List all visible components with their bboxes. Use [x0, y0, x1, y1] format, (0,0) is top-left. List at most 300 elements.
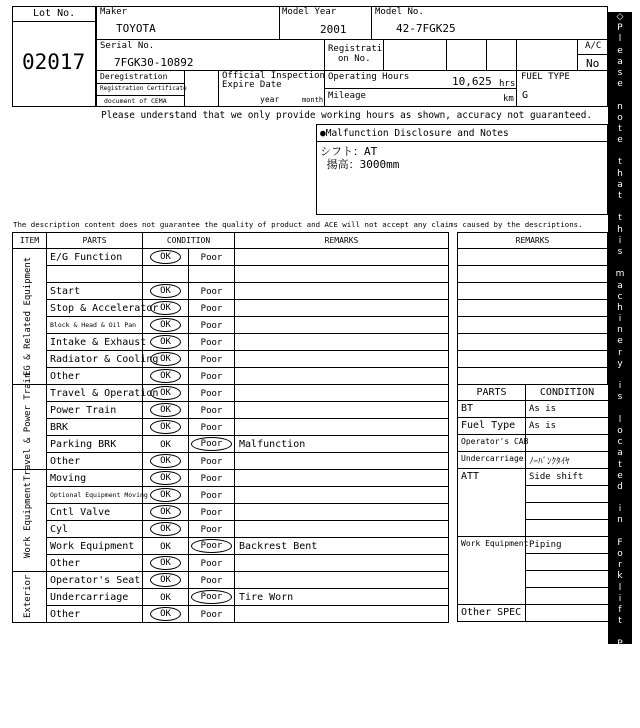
sidebar-char: k — [617, 672, 623, 683]
sidebar-char: d — [617, 481, 623, 492]
sidebar-char: n — [617, 515, 623, 526]
condition-poor-cell — [189, 487, 235, 504]
spec-condition-blank — [526, 503, 609, 520]
condition-poor: Poor — [200, 320, 223, 331]
sidebar-char: l — [618, 414, 622, 425]
table-row — [13, 606, 449, 623]
spec-row — [458, 452, 609, 469]
condition-poor: Poor — [200, 303, 223, 314]
condition-ok-cell — [143, 368, 189, 385]
condition-poor-cell — [189, 368, 235, 385]
condition-poor-cell — [189, 589, 235, 606]
sidebar-char: r — [618, 347, 622, 358]
remark-cell — [235, 606, 449, 623]
condition-poor-cell — [189, 249, 235, 266]
sidebar-char — [619, 90, 622, 101]
side-remarks-row — [458, 300, 608, 317]
condition-poor-cell — [189, 300, 235, 317]
malfunction-line-2: 揚高：3000mm — [320, 158, 400, 171]
condition-poor: Poor — [200, 354, 223, 365]
sidebar-char: a — [617, 649, 623, 660]
condition-ok: OK — [150, 573, 181, 587]
spec-condition: As is — [526, 418, 609, 435]
condition-ok-cell — [143, 334, 189, 351]
condition-ok: OK — [150, 420, 181, 434]
condition-poor: Poor — [200, 252, 223, 263]
condition-poor: Poor — [200, 286, 223, 297]
part-name: Operator's Seat — [47, 572, 143, 589]
table-row — [13, 504, 449, 521]
condition-ok: OK — [150, 522, 181, 536]
condition-poor-cell — [189, 572, 235, 589]
condition-ok: OK — [160, 439, 171, 450]
remark-cell — [235, 368, 449, 385]
sidebar-char: l — [618, 582, 622, 593]
serial-value: 7FGK30-10892 — [114, 56, 194, 69]
table-row — [13, 351, 449, 368]
condition-ok-cell — [143, 538, 189, 555]
spec-part: BT — [458, 401, 526, 418]
operating-hours-label: Operating Hours — [328, 72, 410, 82]
spec-row — [458, 469, 609, 486]
item-group-label: EG & Related Equipment — [23, 256, 34, 376]
condition-ok: OK — [150, 403, 181, 417]
operating-hours-value: 10,625 — [452, 75, 492, 88]
deregistration-line-2: Registration Certificate — [100, 85, 187, 92]
sidebar-char: c — [617, 291, 623, 302]
condition-poor: Poor — [200, 405, 223, 416]
inspection-table — [12, 232, 449, 623]
condition-ok-cell — [143, 521, 189, 538]
sidebar-char: i — [618, 683, 622, 694]
table-row — [13, 249, 449, 266]
item-group-cell — [13, 249, 47, 385]
sidebar-char — [619, 627, 622, 638]
sidebar-char: n — [617, 694, 623, 705]
condition-ok-cell — [143, 589, 189, 606]
serial-label: Serial No. — [100, 41, 155, 51]
model-year-label: Model Year — [282, 7, 337, 17]
registration-label-2: on No. — [338, 54, 371, 64]
table-row — [13, 555, 449, 572]
part-name: Cyl — [47, 521, 143, 538]
ac-value: No — [586, 57, 600, 70]
sidebar-char: n — [617, 101, 623, 112]
condition-ok-cell — [143, 606, 189, 623]
fuel-type-label: FUEL TYPE — [521, 72, 570, 82]
condition-poor: Poor — [200, 507, 223, 518]
table-row — [13, 419, 449, 436]
side-remarks-cell — [458, 368, 608, 385]
condition-poor: Poor — [200, 388, 223, 399]
spec-condition-blank — [526, 520, 609, 537]
condition-poor: Poor — [200, 456, 223, 467]
header-parts: PARTS — [47, 233, 143, 249]
side-remarks-header: REMARKS — [458, 233, 608, 249]
side-remarks-cell — [458, 334, 608, 351]
condition-ok-cell — [143, 317, 189, 334]
sidebar-char: o — [617, 112, 623, 123]
condition-ok-cell — [143, 283, 189, 300]
sidebar-char: s — [617, 246, 623, 257]
part-name: E/G Function — [47, 249, 143, 266]
spec-part: Undercarriage — [458, 452, 526, 469]
remark-cell: Tire Worn — [235, 589, 449, 606]
spec-condition-blank — [526, 486, 609, 503]
condition-ok: OK — [150, 454, 181, 468]
sidebar-char: i — [618, 593, 622, 604]
part-name — [47, 266, 143, 283]
header-item: ITEM — [13, 233, 47, 249]
table-row — [13, 402, 449, 419]
condition-poor-cell — [189, 504, 235, 521]
sidebar-char: i — [618, 504, 622, 515]
condition-poor-cell — [189, 555, 235, 572]
table-row — [13, 538, 449, 555]
sidebar-char: t — [618, 616, 622, 627]
spec-part: Fuel Type — [458, 418, 526, 435]
table-row — [13, 470, 449, 487]
inspection-month: month — [302, 96, 324, 104]
malfunction-title: ●Malfunction Disclosure and Notes — [320, 128, 509, 139]
part-name: Radiator & Cooling — [47, 351, 143, 368]
side-remarks-cell — [458, 266, 608, 283]
model-no-label: Model No. — [375, 7, 424, 17]
condition-ok: OK — [150, 607, 181, 621]
sidebar-char: s — [617, 392, 623, 403]
spec-condition-blank — [526, 588, 609, 605]
spec-condition: As is — [526, 401, 609, 418]
item-group-label: Travel & Power Train — [23, 372, 34, 481]
condition-ok: OK — [150, 335, 181, 349]
side-remarks-cell — [458, 300, 608, 317]
sidebar-char: k — [617, 571, 623, 582]
sidebar-char: g — [617, 705, 623, 716]
side-remarks-cell — [458, 317, 608, 334]
part-name: Other — [47, 368, 143, 385]
condition-poor: Poor — [191, 590, 233, 604]
malfunction-line-1: シフト：AT — [320, 145, 378, 158]
table-row — [13, 436, 449, 453]
table-row — [13, 317, 449, 334]
remark-cell — [235, 266, 449, 283]
sidebar-char: F — [617, 537, 623, 548]
condition-poor-cell — [189, 453, 235, 470]
maker-label: Maker — [100, 7, 128, 17]
spec-row — [458, 418, 609, 435]
condition-poor-cell — [189, 606, 235, 623]
sidebar-char — [619, 493, 622, 504]
sidebar-char: a — [617, 56, 623, 67]
sidebar-char: a — [617, 179, 623, 190]
condition-poor-cell — [189, 470, 235, 487]
condition-ok: OK — [150, 386, 181, 400]
condition-ok-cell — [143, 453, 189, 470]
condition-poor: Poor — [200, 524, 223, 535]
sidebar-char: t — [618, 459, 622, 470]
condition-poor: Poor — [200, 337, 223, 348]
side-remarks-cell — [458, 283, 608, 300]
sidebar-char: t — [618, 157, 622, 168]
spec-condition: ﾉｰﾊﾞﾝｸﾀｲﾔ — [526, 452, 609, 469]
condition-poor-cell — [189, 538, 235, 555]
lot-number: 02017 — [22, 50, 86, 74]
sidebar-char: i — [618, 314, 622, 325]
side-remarks-row — [458, 351, 608, 368]
sidebar-char — [619, 370, 622, 381]
part-name: Work Equipment — [47, 538, 143, 555]
table-row — [13, 334, 449, 351]
sidebar-char: m — [615, 269, 625, 280]
spec-header-condition: CONDITION — [526, 385, 609, 401]
sidebar-char: r — [618, 560, 622, 571]
table-row — [13, 283, 449, 300]
condition-ok-cell — [143, 436, 189, 453]
condition-poor: Poor — [200, 473, 223, 484]
sidebar-char — [619, 404, 622, 415]
remark-cell — [235, 249, 449, 266]
remark-cell — [235, 487, 449, 504]
maker-value: TOYOTA — [116, 22, 156, 35]
remark-cell — [235, 470, 449, 487]
remark-cell: Backrest Bent — [235, 538, 449, 555]
remark-cell — [235, 402, 449, 419]
inspection-label-1: Official Inspection — [222, 71, 325, 81]
part-name: Power Train — [47, 402, 143, 419]
condition-ok: OK — [150, 556, 181, 570]
sidebar-char: e — [617, 45, 623, 56]
sidebar-char: ◇ — [616, 12, 624, 22]
side-remarks-row — [458, 317, 608, 334]
sidebar-char: c — [617, 437, 623, 448]
sidebar-char: a — [617, 448, 623, 459]
remark-cell — [235, 419, 449, 436]
remark-cell — [235, 300, 449, 317]
condition-ok-cell — [143, 555, 189, 572]
table-row — [13, 487, 449, 504]
part-name: Intake & Exhaust — [47, 334, 143, 351]
sidebar-char: e — [617, 336, 623, 347]
condition-ok: OK — [160, 541, 171, 552]
part-name: Other — [47, 606, 143, 623]
item-group-cell — [13, 572, 47, 623]
sidebar-char: t — [618, 213, 622, 224]
condition-poor-cell — [189, 419, 235, 436]
lot-label: Lot No. — [33, 8, 76, 19]
remark-cell — [235, 334, 449, 351]
condition-ok-cell — [143, 419, 189, 436]
sidebar-char: e — [617, 135, 623, 146]
remark-cell — [235, 453, 449, 470]
condition-ok: OK — [150, 301, 181, 315]
sidebar-char — [619, 258, 622, 269]
condition-poor: Poor — [200, 609, 223, 620]
part-name: Moving — [47, 470, 143, 487]
side-remarks-row — [458, 368, 608, 385]
table-row — [13, 368, 449, 385]
sidebar-char: r — [618, 660, 622, 671]
remark-cell: Malfunction — [235, 436, 449, 453]
sidebar-char: f — [618, 604, 622, 615]
spec-part: ATT — [458, 469, 526, 537]
spec-condition: Piping — [526, 537, 609, 554]
item-group-cell — [13, 372, 47, 481]
model-no-value: 42-7FGK25 — [396, 22, 456, 35]
condition-poor-cell — [189, 521, 235, 538]
condition-ok: OK — [150, 488, 181, 502]
part-name: Start — [47, 283, 143, 300]
deregistration-label: Deregistration — [100, 72, 168, 81]
side-remarks-row — [458, 249, 608, 266]
sidebar-char: e — [617, 470, 623, 481]
sidebar-char: e — [617, 79, 623, 90]
part-name: Cntl Valve — [47, 504, 143, 521]
condition-ok: OK — [150, 284, 181, 298]
fuel-type-value: G — [522, 90, 529, 101]
sidebar-char: i — [618, 235, 622, 246]
spec-part: Work Equipment — [458, 537, 526, 605]
condition-poor: Poor — [200, 422, 223, 433]
table-row — [13, 300, 449, 317]
condition-poor: Poor — [200, 490, 223, 501]
condition-poor-cell — [189, 436, 235, 453]
deregistration-line-3: document of CEMA — [104, 97, 167, 105]
spec-row — [458, 401, 609, 418]
sidebar-char: h — [617, 224, 623, 235]
condition-poor-cell — [189, 283, 235, 300]
condition-ok-cell — [143, 470, 189, 487]
condition-ok: OK — [150, 369, 181, 383]
condition-poor-cell — [189, 351, 235, 368]
table-row — [13, 572, 449, 589]
sidebar-char: o — [617, 549, 623, 559]
spec-condition: Side shift — [526, 469, 609, 486]
table-row — [13, 385, 449, 402]
remark-cell — [235, 521, 449, 538]
remark-cell — [235, 385, 449, 402]
operating-hours-unit: hrs — [499, 79, 516, 89]
inspection-label-2: Expire Date — [222, 80, 282, 90]
condition-ok: OK — [150, 471, 181, 485]
header-condition: CONDITION — [143, 233, 235, 249]
item-group-label: Work Equipment — [23, 482, 34, 558]
condition-poor-cell — [189, 266, 235, 283]
part-name: Optional Equipment Moving — [47, 487, 143, 504]
sidebar-char: t — [618, 123, 622, 134]
remark-cell — [235, 317, 449, 334]
condition-poor-cell — [189, 317, 235, 334]
spec-row — [458, 537, 609, 554]
sidebar-char: ◇ — [616, 716, 624, 727]
notice-text: Please understand that we only provide working hours as shown, accuracy not guaranteed. — [101, 110, 593, 121]
side-remarks-row — [458, 283, 608, 300]
spec-condition-blank — [526, 554, 609, 571]
condition-ok: OK — [150, 352, 181, 366]
condition-poor: Poor — [191, 437, 233, 451]
remark-cell — [235, 351, 449, 368]
table-row — [13, 453, 449, 470]
condition-ok-cell — [143, 266, 189, 283]
remark-cell — [235, 572, 449, 589]
condition-ok: OK — [150, 250, 181, 264]
condition-poor-cell — [189, 402, 235, 419]
condition-poor-cell — [189, 334, 235, 351]
condition-ok-cell — [143, 504, 189, 521]
condition-ok-cell — [143, 487, 189, 504]
part-name: Other — [47, 555, 143, 572]
sidebar-char: h — [617, 302, 623, 313]
condition-ok-cell — [143, 249, 189, 266]
ac-label: A/C — [585, 41, 602, 51]
mileage-unit: km — [503, 94, 514, 104]
spec-table — [457, 384, 609, 622]
condition-ok-cell — [143, 572, 189, 589]
table-row — [13, 589, 449, 606]
item-group-label: Exterior — [23, 574, 34, 619]
location-notice-sidebar — [608, 12, 632, 727]
part-name: Travel & Operation — [47, 385, 143, 402]
part-name: Undercarriage — [47, 589, 143, 606]
side-remarks-table — [457, 232, 608, 385]
sidebar-char: h — [617, 168, 623, 179]
sidebar-char: t — [618, 191, 622, 201]
part-name: Other — [47, 453, 143, 470]
part-name: Parking BRK — [47, 436, 143, 453]
side-remarks-cell — [458, 351, 608, 368]
item-group-cell — [13, 470, 47, 572]
registration-label-1: Registrati — [328, 44, 383, 54]
sidebar-char — [619, 146, 622, 157]
spec-row — [458, 435, 609, 452]
side-remarks-row — [458, 334, 608, 351]
remark-cell — [235, 504, 449, 521]
mileage-label: Mileage — [328, 91, 366, 101]
sidebar-char: l — [618, 34, 622, 45]
table-row — [13, 266, 449, 283]
side-remarks-cell — [458, 249, 608, 266]
condition-ok: OK — [150, 505, 181, 519]
condition-ok-cell — [143, 385, 189, 402]
condition-ok-cell — [143, 402, 189, 419]
condition-ok: OK — [150, 318, 181, 332]
inspection-table-header — [13, 233, 449, 249]
sidebar-char: P — [617, 638, 623, 649]
inspection-year: year — [260, 95, 280, 104]
table-row — [13, 521, 449, 538]
condition-ok-cell — [143, 300, 189, 317]
sidebar-char — [619, 527, 622, 538]
condition-poor: Poor — [200, 558, 223, 569]
part-name: BRK — [47, 419, 143, 436]
remark-cell — [235, 555, 449, 572]
condition-poor: Poor — [200, 575, 223, 586]
sidebar-char: o — [617, 425, 623, 436]
condition-ok: OK — [160, 592, 171, 603]
sidebar-char: n — [617, 325, 623, 336]
spec-condition — [526, 435, 609, 452]
sidebar-char: i — [618, 381, 622, 392]
condition-poor: Poor — [200, 371, 223, 382]
disclaimer-text: The description content does not guarantee the quality of product and ACE will not accept any claims caused by the descriptions. — [13, 220, 583, 229]
spec-part: Other SPEC — [458, 605, 526, 622]
condition-ok-cell — [143, 351, 189, 368]
spec-condition — [526, 605, 609, 622]
spec-row — [458, 605, 609, 622]
condition-poor: Poor — [191, 539, 233, 553]
condition-poor-cell — [189, 385, 235, 402]
sidebar-char — [619, 202, 622, 213]
part-name: Block & Head & Oil Pan — [47, 317, 143, 334]
